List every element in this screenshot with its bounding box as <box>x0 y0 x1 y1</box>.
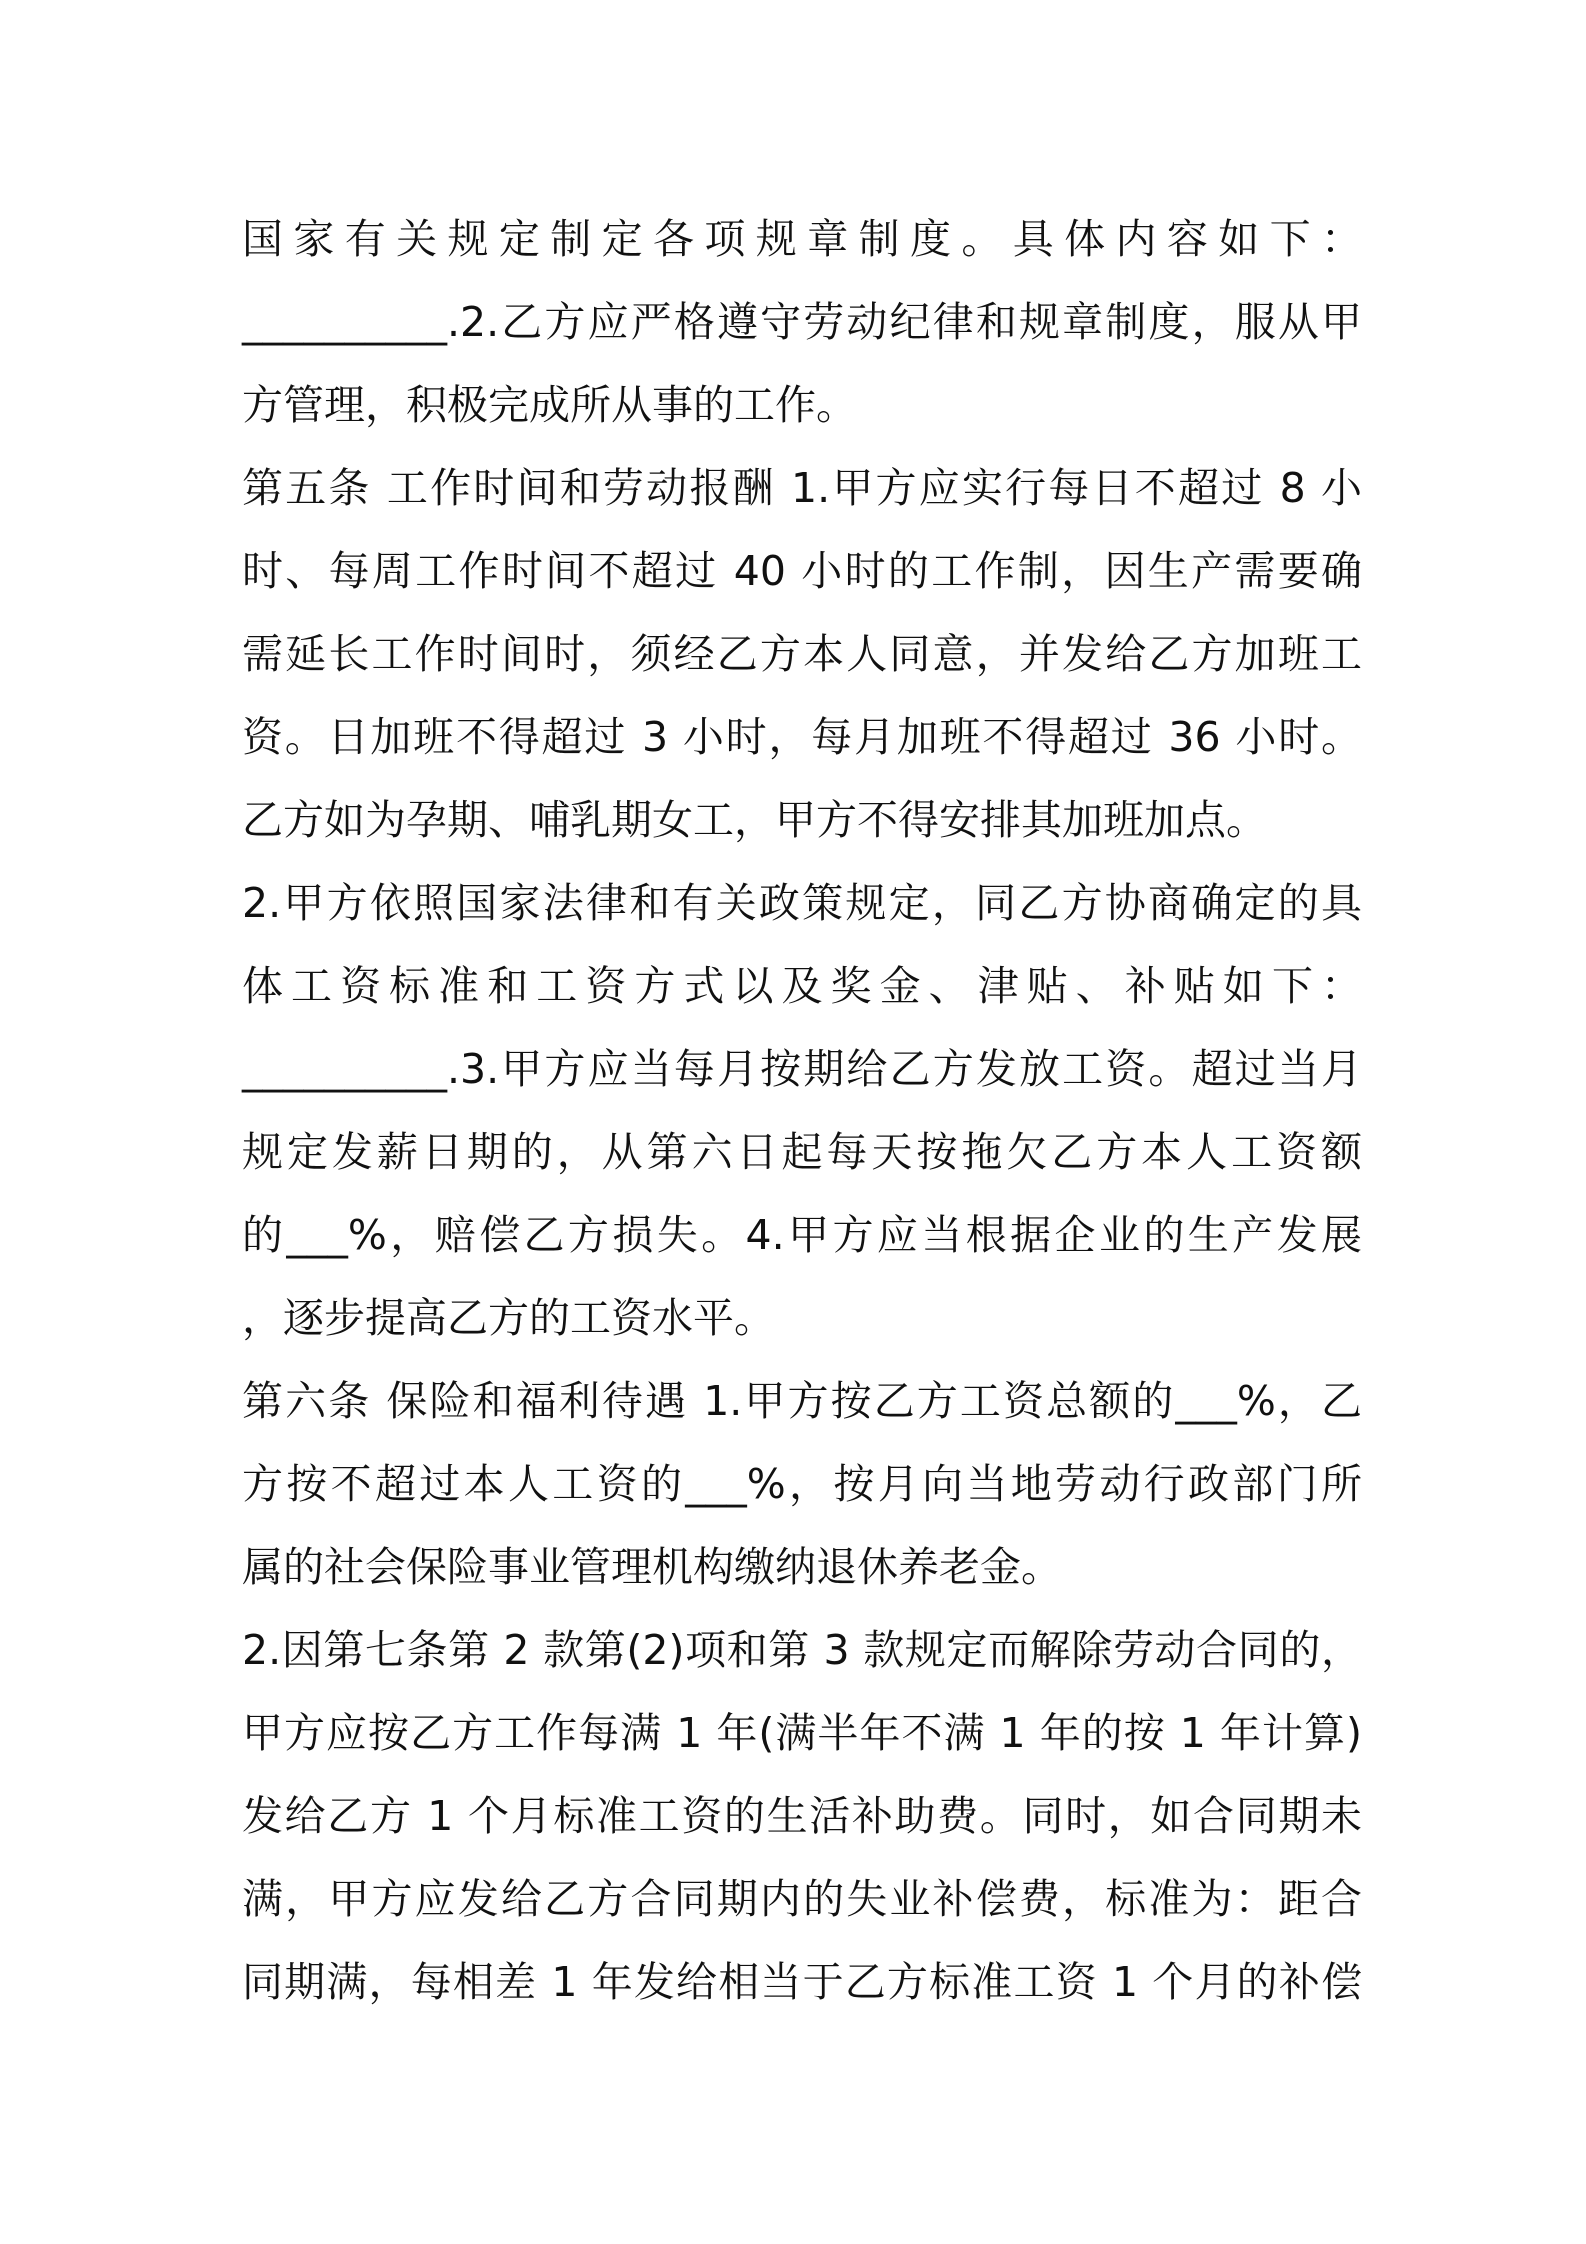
text-line: 属的社会保险事业管理机构缴纳退休养老金。 <box>242 1543 1062 1591</box>
text-line: 国家有关规定制定各项规章制度。具体内容如下： <box>242 215 1362 263</box>
text-line: 规定发薪日期的，从第六日起每天按拖欠乙方本人工资额 <box>242 1128 1362 1176</box>
text-line: 方管理，积极完成所从事的工作。 <box>242 381 857 429</box>
text-line: 时、每周工作时间不超过 40 小时的工作制，因生产需要确 <box>242 547 1362 595</box>
text-line: 第五条 工作时间和劳动报酬 1.甲方应实行每日不超过 8 小 <box>242 464 1362 512</box>
text-line: __________.3.甲方应当每月按期给乙方发放工资。超过当月 <box>242 1045 1362 1093</box>
text-line: 资。日加班不得超过 3 小时，每月加班不得超过 36 小时。 <box>242 713 1362 761</box>
text-line: 需延长工作时间时，须经乙方本人同意，并发给乙方加班工 <box>242 630 1362 678</box>
text-line: 的___%，赔偿乙方损失。4.甲方应当根据企业的生产发展 <box>242 1211 1362 1259</box>
text-line: 甲方应按乙方工作每满 1 年(满半年不满 1 年的按 1 年计算) <box>242 1709 1362 1757</box>
text-line: 第六条 保险和福利待遇 1.甲方按乙方工资总额的___%，乙 <box>242 1377 1362 1425</box>
text-line: 体工资标准和工资方式以及奖金、津贴、补贴如下： <box>242 962 1362 1010</box>
text-line: 满，甲方应发给乙方合同期内的失业补偿费，标准为：距合 <box>242 1875 1362 1923</box>
contract-text-body <box>242 198 1362 2024</box>
text-line: 方按不超过本人工资的___%，按月向当地劳动行政部门所 <box>242 1460 1362 1508</box>
text-line: 同期满，每相差 1 年发给相当于乙方标准工资 1 个月的补偿 <box>242 1958 1362 2006</box>
text-line: __________.2.乙方应严格遵守劳动纪律和规章制度，服从甲 <box>242 298 1362 346</box>
text-line: 发给乙方 1 个月标准工资的生活补助费。同时，如合同期未 <box>242 1792 1362 1840</box>
text-line: 2.因第七条第 2 款第(2)项和第 3 款规定而解除劳动合同的， <box>242 1626 1362 1674</box>
text-line: 2.甲方依照国家法律和有关政策规定，同乙方协商确定的具 <box>242 879 1362 927</box>
text-line: ，逐步提高乙方的工资水平。 <box>242 1294 775 1342</box>
text-line: 乙方如为孕期、哺乳期女工，甲方不得安排其加班加点。 <box>242 796 1267 844</box>
